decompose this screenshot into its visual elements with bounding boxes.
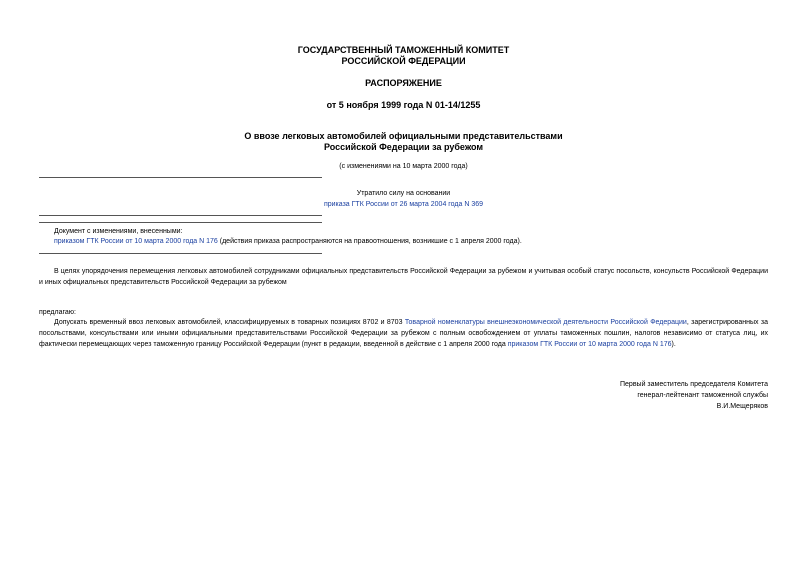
doc-date-number: от 5 ноября 1999 года N 01-14/1255	[326, 100, 481, 110]
main-paragraph	[39, 317, 768, 350]
amendments-note: (с изменениями на 10 марта 2000 года)	[339, 163, 468, 170]
p1-start: Допускать временный ввоз легковых автомобилей, классифицируемых в товарных позициях 8702 и 8703	[54, 319, 405, 326]
divider	[39, 253, 322, 254]
signature-position: Первый заместитель председателя Комитета	[620, 381, 768, 388]
doc-type: РАСПОРЯЖЕНИЕ	[365, 78, 442, 88]
p1-mid: , зарегистрированных за посольствами, консульствами или иными официальными представительствами Российской Федерации за рубежом с полным освобождением от уплаты таможенных пошлин, налогов независимо от статуса лиц, их фактически перемещающих через таможенную границу Российской Федерации (пункт в редакции, введенной в действие с 1 апреля 2000 года	[39, 319, 768, 348]
expired-order-link[interactable]: приказа ГТК России от 26 марта 2004 года N 369	[323, 201, 484, 208]
p1-end: ).	[671, 341, 676, 348]
signature-name: В.И.Мещеряков	[716, 403, 768, 410]
changes-tail: (действия приказа распространяются на правоотношения, возникшие с 1 апреля 2000 года).	[217, 238, 522, 245]
expired-text: Утратило силу на основании	[356, 190, 451, 197]
tnved-link[interactable]: Товарной номенклатуры внешнеэкономической деятельности Российской Федерации	[404, 319, 687, 326]
divider	[39, 222, 322, 223]
doc-title-line1: О ввозе легковых автомобилей официальными представительствами	[244, 131, 563, 141]
changes-order-link[interactable]: приказом ГТК России от 10 марта 2000 года N 176	[54, 238, 218, 245]
divider	[39, 177, 322, 178]
divider	[39, 215, 322, 216]
doc-title-line2: Российской Федерации за рубежом	[323, 142, 484, 152]
org-name-line2: РОССИЙСКОЙ ФЕДЕРАЦИИ	[341, 56, 466, 66]
org-name-line1: ГОСУДАРСТВЕННЫЙ ТАМОЖЕННЫЙ КОМИТЕТ	[297, 45, 510, 55]
changes-line	[54, 237, 522, 247]
changes-label: Документ с изменениями, внесенными:	[54, 228, 183, 235]
intro-paragraph: В целях упорядочения перемещения легковых автомобилей сотрудниками официальных представительств Российской Федерации за рубежом и учитывая особый статус посольств, консульств Российской Федерации и иных официальных представительств Российской Федерации за рубежом	[39, 268, 768, 286]
signature-rank: генерал-лейтенант таможенной службы	[637, 392, 768, 399]
proposes-word: предлагаю:	[39, 309, 76, 316]
expired-link-row	[0, 200, 807, 210]
amending-order-link[interactable]: приказом ГТК России от 10 марта 2000 года N 176	[507, 341, 672, 348]
